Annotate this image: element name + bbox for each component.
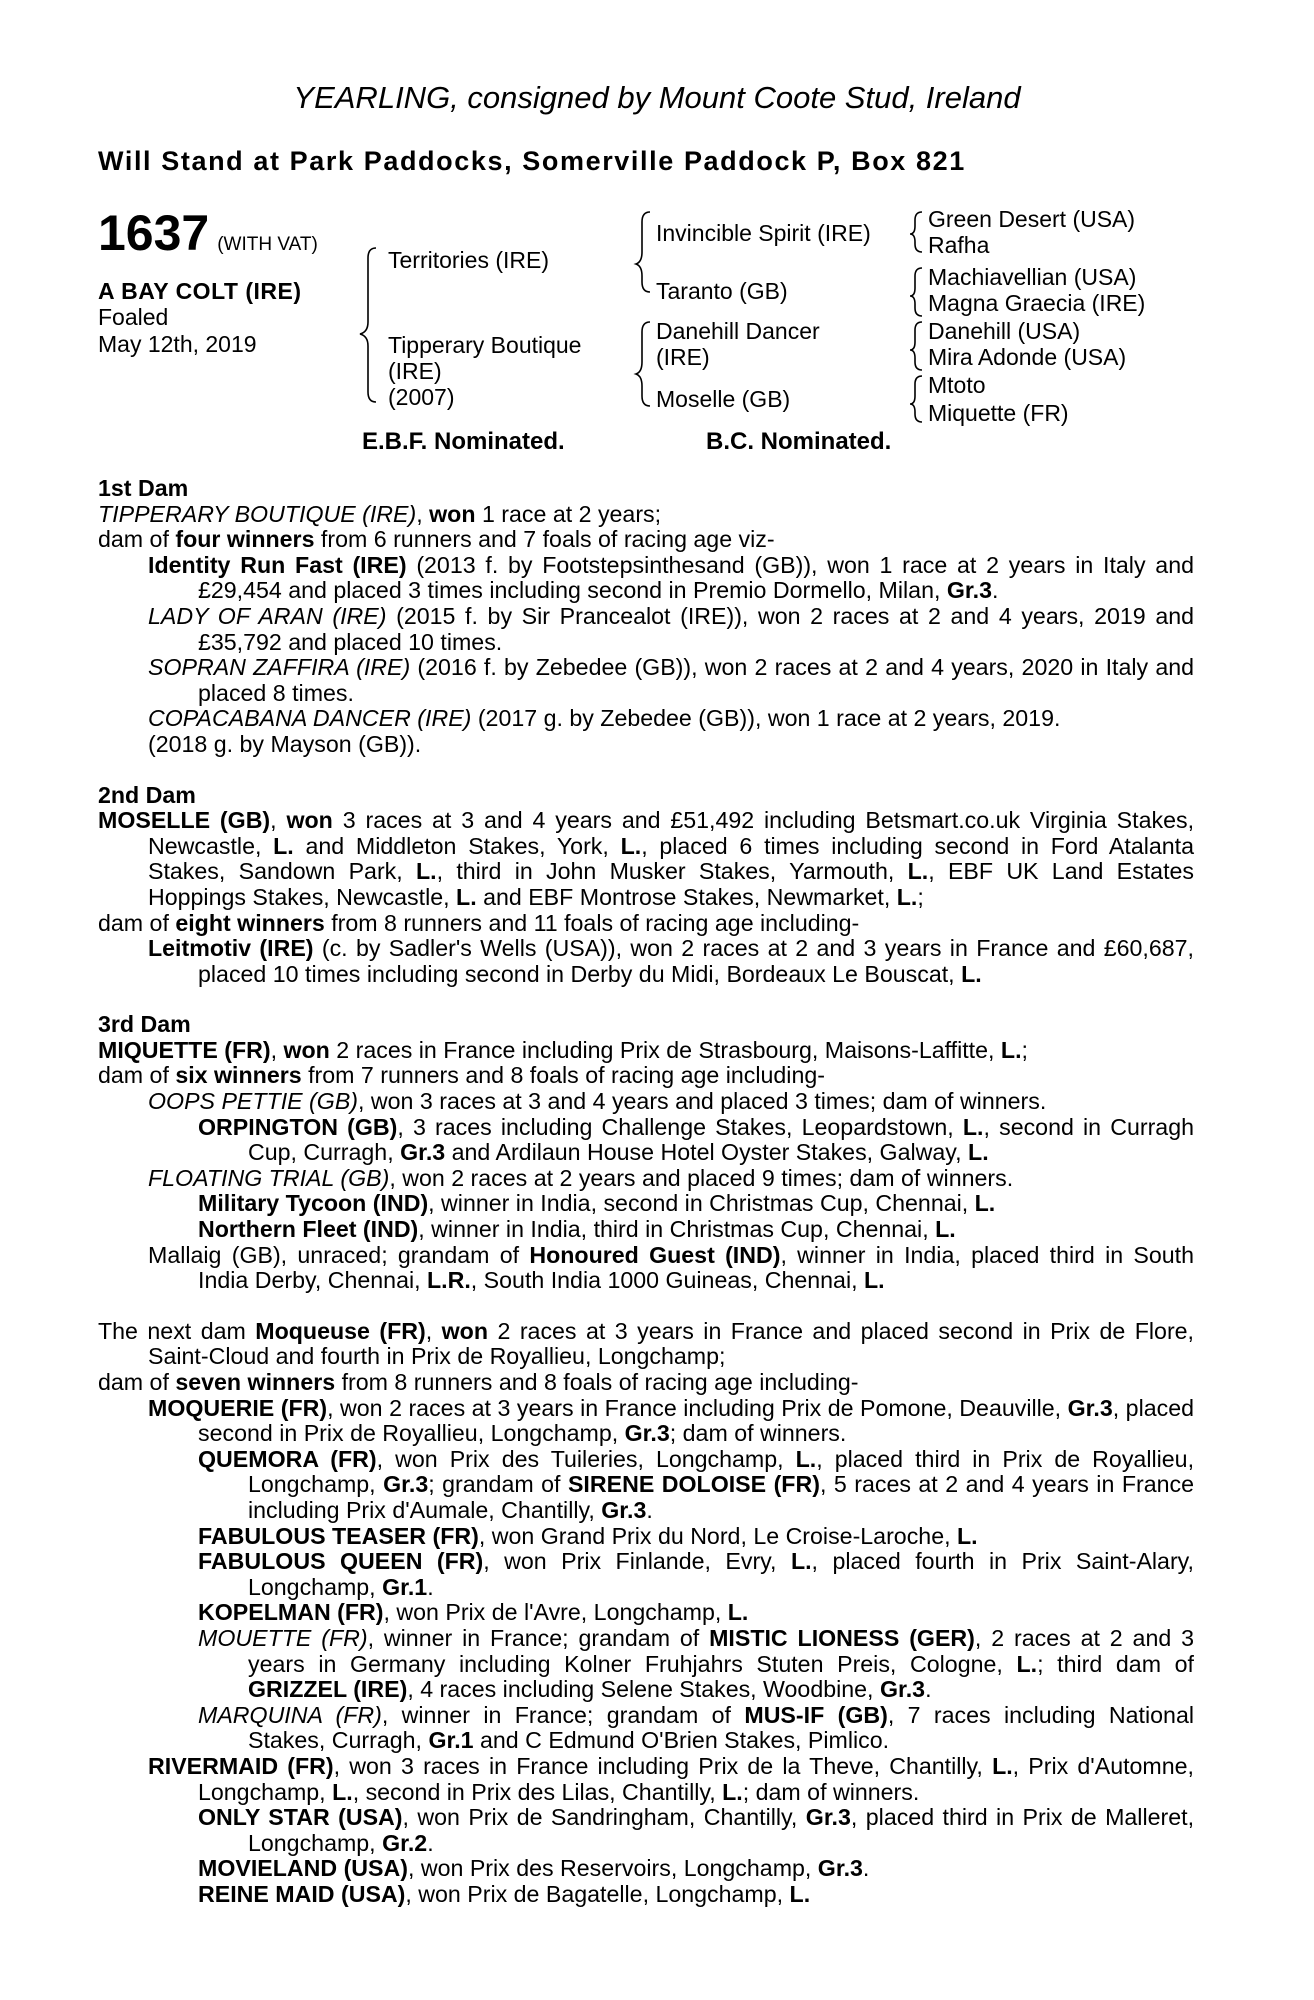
- produce-name: KOPELMAN (FR): [198, 1599, 384, 1626]
- t: from 8 runners and 8 foals of racing age including-: [335, 1369, 859, 1395]
- produce-northern-fleet: [98, 1217, 1194, 1243]
- produce-name: MOQUERIE (FR): [148, 1394, 328, 1421]
- t: , won 2 races at 3 years in France including Prix de Pomone, Deauville,: [327, 1394, 1068, 1421]
- listed: L.: [789, 1880, 811, 1907]
- dam1-winners: four winners: [175, 526, 315, 553]
- t: , placed third in Prix de Malleret, Longchamp,: [248, 1804, 1195, 1856]
- listed: L.: [935, 1216, 956, 1243]
- pedigree-dss: Danehill (USA): [928, 318, 1081, 344]
- produce-mouette: [98, 1626, 1194, 1703]
- sep: ,: [425, 1317, 442, 1344]
- dam3-heading: 3rd Dam: [98, 1011, 191, 1038]
- produce-kopelman: [98, 1600, 1194, 1626]
- produce-name: QUEMORA (FR): [198, 1445, 377, 1472]
- foaled-label: Foaled: [98, 304, 169, 330]
- punct: .: [925, 1676, 932, 1703]
- produce-lady-of-aran: [98, 604, 1194, 655]
- produce-name: SOPRAN ZAFFIRA (IRE): [148, 654, 411, 681]
- listed: L.: [863, 1267, 885, 1294]
- granddaughter-name: MISTIC LIONESS (GER): [709, 1624, 975, 1651]
- t: , 7 races including National Stakes, Curragh,: [248, 1701, 1194, 1754]
- listed: L.: [456, 883, 477, 910]
- t: , placed third in Prix de Royallieu, Longchamp,: [248, 1445, 1195, 1498]
- produce-2018: (2018 g. by Mayson (GB)).: [148, 730, 422, 757]
- t: , second in Prix des Lilas, Chantilly,: [352, 1778, 723, 1805]
- produce-name: OOPS PETTIE (GB): [148, 1088, 359, 1115]
- grade: Gr.3: [1067, 1394, 1113, 1421]
- dam2-damof: [98, 911, 1194, 937]
- dam3-damof: [98, 1063, 1194, 1089]
- consigner-line: YEARLING, consigned by Mount Coote Stud, Ireland: [293, 80, 1021, 115]
- dam1-heading: 1st Dam: [98, 475, 189, 501]
- pedigree-sire: Territories (IRE): [388, 247, 550, 273]
- produce-leitmotiv: [98, 936, 1194, 987]
- nextdam-won: won: [441, 1317, 489, 1344]
- produce-name: RIVERMAID (FR): [148, 1752, 334, 1779]
- produce-fabulous-queen: [98, 1549, 1194, 1600]
- produce-quemora: [98, 1447, 1194, 1524]
- t: ;: [1021, 1036, 1028, 1063]
- produce-only-star: [98, 1805, 1194, 1856]
- pedigree-dam-line3: (2007): [388, 384, 455, 410]
- produce-movieland: [98, 1856, 1194, 1882]
- t: , placed 6 times including second in Ford Atalanta Stakes, Sandown Park,: [148, 832, 1194, 885]
- t: ; grandam of: [428, 1471, 568, 1498]
- produce-name: Northern Fleet (IND): [198, 1216, 419, 1243]
- grade: Gr.3: [400, 1139, 446, 1166]
- nextdam-intro: [98, 1319, 1194, 1370]
- t: Mallaig (GB), unraced; grandam of: [148, 1241, 530, 1268]
- granddaughter-name: MUS-IF (GB): [744, 1701, 888, 1728]
- produce-name: Identity Run Fast (IRE): [148, 551, 407, 578]
- dam3-name: MIQUETTE (FR): [98, 1036, 271, 1063]
- t: , winner in France; grandam of: [381, 1701, 745, 1728]
- pedigree-dam-sire-line1: Danehill Dancer: [656, 318, 820, 344]
- listed: L.: [992, 1752, 1013, 1779]
- t: from 7 runners and 8 foals of racing age including-: [301, 1062, 825, 1089]
- grade: Gr.3: [879, 1676, 926, 1703]
- t: , third in John Musker Stakes, Yarmouth,: [436, 858, 908, 885]
- produce-military-tycoon: [98, 1191, 1194, 1217]
- dam2-won: won: [286, 807, 333, 834]
- grade: Gr.2: [382, 1829, 428, 1856]
- produce-name: MARQUINA (FR): [198, 1701, 382, 1728]
- horse-description: A BAY COLT (IRE): [98, 278, 302, 304]
- pedigree-dam-sire-line2: (IRE): [656, 344, 710, 370]
- produce-floating-trial: [98, 1166, 1194, 1192]
- listed: L.: [273, 832, 294, 859]
- dam1-damof-c: from 6 runners and 7 foals of racing age viz-: [314, 526, 775, 553]
- punct: .: [646, 1496, 653, 1523]
- pedigree-ddd: Miquette (FR): [928, 400, 1069, 426]
- produce-text: , won 2 races at 2 years and placed 9 times; dam of winners.: [389, 1164, 1014, 1191]
- granddaughter-name: SIRENE DOLOISE (FR): [567, 1471, 820, 1498]
- produce-identity-run-fast: [98, 553, 1194, 604]
- dam1-damof-a: dam of: [98, 526, 176, 553]
- t: The next dam: [98, 1317, 256, 1344]
- produce-name: MOUETTE (FR): [198, 1624, 368, 1651]
- listed: L.: [795, 1445, 817, 1472]
- produce-name: COPACABANA DANCER (IRE): [148, 705, 472, 732]
- pedigree-dam-line2: (IRE): [388, 358, 442, 384]
- dam3-won: won: [283, 1036, 330, 1063]
- t: , won Prix de Bagatelle, Longchamp,: [405, 1880, 790, 1907]
- produce-name: LADY OF ARAN (IRE): [148, 602, 387, 629]
- listed: L.: [722, 1778, 743, 1805]
- listed: L.: [1000, 1036, 1022, 1063]
- punct: .: [862, 1855, 870, 1882]
- t: , second in Curragh Cup, Curragh,: [248, 1113, 1194, 1166]
- grade: Gr.3: [805, 1804, 851, 1831]
- t: , Prix d'Automne, Longchamp,: [198, 1752, 1194, 1805]
- pedigree-dsd: Mira Adonde (USA): [928, 344, 1127, 370]
- punct: .: [427, 1829, 434, 1856]
- produce-mallaig: [98, 1243, 1194, 1294]
- t: , won Prix des Reservoirs, Longchamp,: [407, 1855, 818, 1882]
- produce-name: FABULOUS QUEEN (FR): [198, 1548, 484, 1575]
- third-dam-of-name: GRIZZEL (IRE): [248, 1676, 408, 1703]
- grade: Gr.3: [817, 1855, 863, 1882]
- dam3-intro: [98, 1038, 1194, 1064]
- produce-orpington: [98, 1115, 1194, 1166]
- pedigree-dam-dam: Moselle (GB): [656, 386, 791, 412]
- nextdam-damof: [98, 1370, 1194, 1396]
- t: , won Prix des Tuileries, Longchamp,: [376, 1445, 796, 1472]
- t: , 3 races including Challenge Stakes, Leopardstown,: [397, 1113, 963, 1140]
- t: ; dam of winners.: [669, 1420, 847, 1447]
- produce-text: , won 3 races at 3 and 4 years and placed 3 times; dam of winners.: [358, 1088, 1047, 1115]
- listed: L.: [968, 1139, 989, 1166]
- sep: ,: [270, 1036, 284, 1063]
- t: , won 3 races in France including Prix de la Theve, Chantilly,: [333, 1752, 993, 1779]
- nextdam-winners: seven winners: [175, 1369, 336, 1395]
- lot-number-value: 1637: [98, 205, 210, 261]
- produce-text: (2015 f. by Sir Prancealot (IRE)), won 2 races at 2 and 4 years, 2019 and £35,792 and placed 10 times.: [198, 602, 1195, 655]
- pedigree-dam-line1: Tipperary Boutique: [388, 332, 582, 358]
- listed: L.: [907, 858, 929, 885]
- t: , won Prix Finlande, Evry,: [483, 1548, 791, 1575]
- t: , winner in India, placed third in South India Derby, Chennai,: [198, 1241, 1194, 1294]
- produce-moquerie: [98, 1396, 1194, 1447]
- grade: Gr.3: [601, 1496, 647, 1523]
- t: , placed fourth in Prix Saint-Alary, Longchamp,: [248, 1548, 1194, 1600]
- t: and C Edmund O'Brien Stakes, Pimlico.: [473, 1727, 890, 1754]
- bc-nominated: B.C. Nominated.: [706, 428, 892, 455]
- catalogue-body: [98, 476, 1194, 1907]
- produce-text: (2016 f. by Zebedee (GB)), won 2 races at 2 and 4 years, 2020 in Italy and placed 8 times.: [198, 654, 1195, 706]
- t: dam of: [98, 1369, 176, 1395]
- grade: Gr.3: [383, 1471, 429, 1498]
- listed: L.: [896, 883, 918, 910]
- pedigree-sss: Green Desert (USA): [928, 206, 1136, 232]
- produce-copacabana-dancer: [98, 706, 1194, 732]
- pedigree-sdd: Magna Graecia (IRE): [928, 290, 1146, 316]
- grade: Gr.3: [624, 1420, 670, 1447]
- pedigree-dam-sire: [656, 318, 820, 370]
- pedigree-dds: Mtoto: [928, 372, 986, 398]
- t: 3 races at 3 and 4 years and £51,492 including Betsmart.co.uk Virginia Stakes, Newcastle,: [148, 807, 1195, 859]
- t: and EBF Montrose Stakes, Newmarket,: [476, 883, 897, 910]
- produce-name: Military Tycoon (IND): [198, 1190, 429, 1217]
- listed: L.: [790, 1548, 812, 1575]
- punct: .: [427, 1573, 434, 1600]
- produce-marquina: [98, 1703, 1194, 1754]
- t: from 8 runners and 11 foals of racing age including-: [324, 909, 860, 936]
- produce-name: FLOATING TRIAL (GB): [148, 1164, 390, 1191]
- grade: Gr.3: [946, 577, 992, 604]
- produce-fabulous-teaser: [98, 1524, 1194, 1550]
- t: 2 races at 3 years in France and placed second in Prix de Flore, Saint-Cloud and fourth in Prix de Royallieu, Longchamp;: [148, 1317, 1194, 1370]
- t: , 4 races including Selene Stakes, Woodbine,: [407, 1676, 880, 1703]
- pedigree-sire-sire: Invincible Spirit (IRE): [656, 220, 871, 246]
- t: and Middleton Stakes, York,: [293, 832, 621, 859]
- t: , 2 races at 2 and 3 years in Germany including Kolner Fruhjahrs Stuten Preis, Cologne,: [248, 1624, 1195, 1677]
- punct: .: [991, 577, 999, 604]
- listed: L.: [1016, 1650, 1038, 1677]
- dam2-winners: eight winners: [175, 909, 325, 936]
- t: dam of: [98, 1062, 176, 1089]
- t: , winner in India, third in Christmas Cup, Chennai,: [418, 1216, 936, 1243]
- produce-name: FABULOUS TEASER (FR): [198, 1522, 479, 1549]
- produce-name: Honoured Guest (IND): [529, 1241, 781, 1268]
- produce-text: (c. by Sadler's Wells (USA)), won 2 races at 2 and 3 years in France and £60,687, placed 10 times including second in Derby du Midi, Bordeaux Le Bouscat,: [198, 935, 1194, 987]
- produce-rivermaid: [98, 1754, 1194, 1805]
- listed: L.: [961, 960, 982, 987]
- produce-text: (2017 g. by Zebedee (GB)), won 1 race at 2 years, 2019.: [471, 705, 1061, 732]
- dam1-won: won: [429, 500, 476, 527]
- sep: ,: [270, 807, 287, 834]
- produce-reine-maid: [98, 1882, 1194, 1908]
- pedigree-sds: Machiavellian (USA): [928, 264, 1137, 290]
- t: and Ardilaun House Hotel Oyster Stakes, Galway,: [445, 1139, 969, 1166]
- listed: L.: [974, 1190, 996, 1217]
- listed: L.: [956, 1522, 978, 1549]
- t: , won Prix de Sandringham, Chantilly,: [402, 1804, 806, 1831]
- produce-oops-pettie: [98, 1089, 1194, 1115]
- t: , placed second in Prix de Royallieu, Longchamp,: [198, 1394, 1195, 1447]
- listed-restricted: L.R.: [427, 1267, 471, 1294]
- produce-sopran-zaffira: [98, 655, 1194, 706]
- t: , won Grand Prix du Nord, Le Croise-Laroche,: [478, 1522, 957, 1549]
- venue-line: Will Stand at Park Paddocks, Somerville Paddock P, Box 821: [98, 146, 966, 176]
- produce-name: REINE MAID (USA): [198, 1880, 406, 1907]
- t: ;: [917, 883, 924, 910]
- t: , South India 1000 Guineas, Chennai,: [470, 1267, 864, 1294]
- dam2-heading: 2nd Dam: [98, 781, 196, 808]
- dam2-name: MOSELLE (GB): [98, 807, 271, 834]
- produce-name: Leitmotiv (IRE): [148, 935, 314, 962]
- t: , 5 races at 2 and 4 years in France including Prix d'Aumale, Chantilly,: [248, 1471, 1194, 1523]
- listed: L.: [962, 1113, 984, 1140]
- ebf-nominated: E.B.F. Nominated.: [362, 428, 565, 455]
- t: , won Prix de l'Avre, Longchamp,: [383, 1599, 728, 1626]
- dam1-name: TIPPERARY BOUTIQUE (IRE): [98, 500, 417, 527]
- vat-note: (WITH VAT): [217, 234, 318, 255]
- listed: L.: [415, 858, 437, 885]
- produce-text: (2013 f. by Footstepsinthesand (GB)), won 1 race at 2 years in Italy and £29,454 and placed 3 times including second in Premio Dormello, Milan,: [198, 551, 1194, 604]
- t: , EBF UK Land Estates Hoppings Stakes, Newcastle,: [148, 858, 1194, 910]
- dam3-winners: six winners: [175, 1062, 302, 1089]
- t: dam of: [98, 909, 176, 936]
- listed: L.: [727, 1599, 749, 1626]
- produce-name: MOVIELAND (USA): [198, 1855, 408, 1882]
- listed: L.: [620, 832, 642, 859]
- pedigree-sire-dam: Taranto (GB): [656, 278, 788, 304]
- produce-name: ONLY STAR (USA): [198, 1804, 403, 1831]
- nextdam-name: Moqueuse (FR): [255, 1317, 426, 1344]
- dam1-intro-rest: 1 race at 2 years;: [475, 500, 662, 527]
- grade: Gr.1: [382, 1573, 428, 1600]
- dam2-intro: [98, 808, 1194, 910]
- produce-name: ORPINGTON (GB): [198, 1113, 398, 1140]
- listed: L.: [332, 1778, 353, 1805]
- dam1-damof: [98, 527, 1194, 553]
- t: ; dam of winners.: [742, 1778, 920, 1805]
- t: , winner in France; grandam of: [367, 1624, 710, 1651]
- t: ; third dam of: [1037, 1650, 1194, 1677]
- t: 2 races in France including Prix de Strasbourg, Maisons-Laffitte,: [329, 1036, 1001, 1063]
- pedigree-ssd: Rafha: [928, 232, 990, 258]
- grade: Gr.1: [428, 1727, 474, 1754]
- t: , winner in India, second in Christmas Cup, Chennai,: [428, 1190, 975, 1217]
- pedigree-dam: [388, 332, 581, 410]
- dam1-intro: TIPPERARY BOUTIQUE (IRE), won 1 race at 2 years;: [98, 500, 662, 527]
- foaled-date: May 12th, 2019: [98, 331, 257, 357]
